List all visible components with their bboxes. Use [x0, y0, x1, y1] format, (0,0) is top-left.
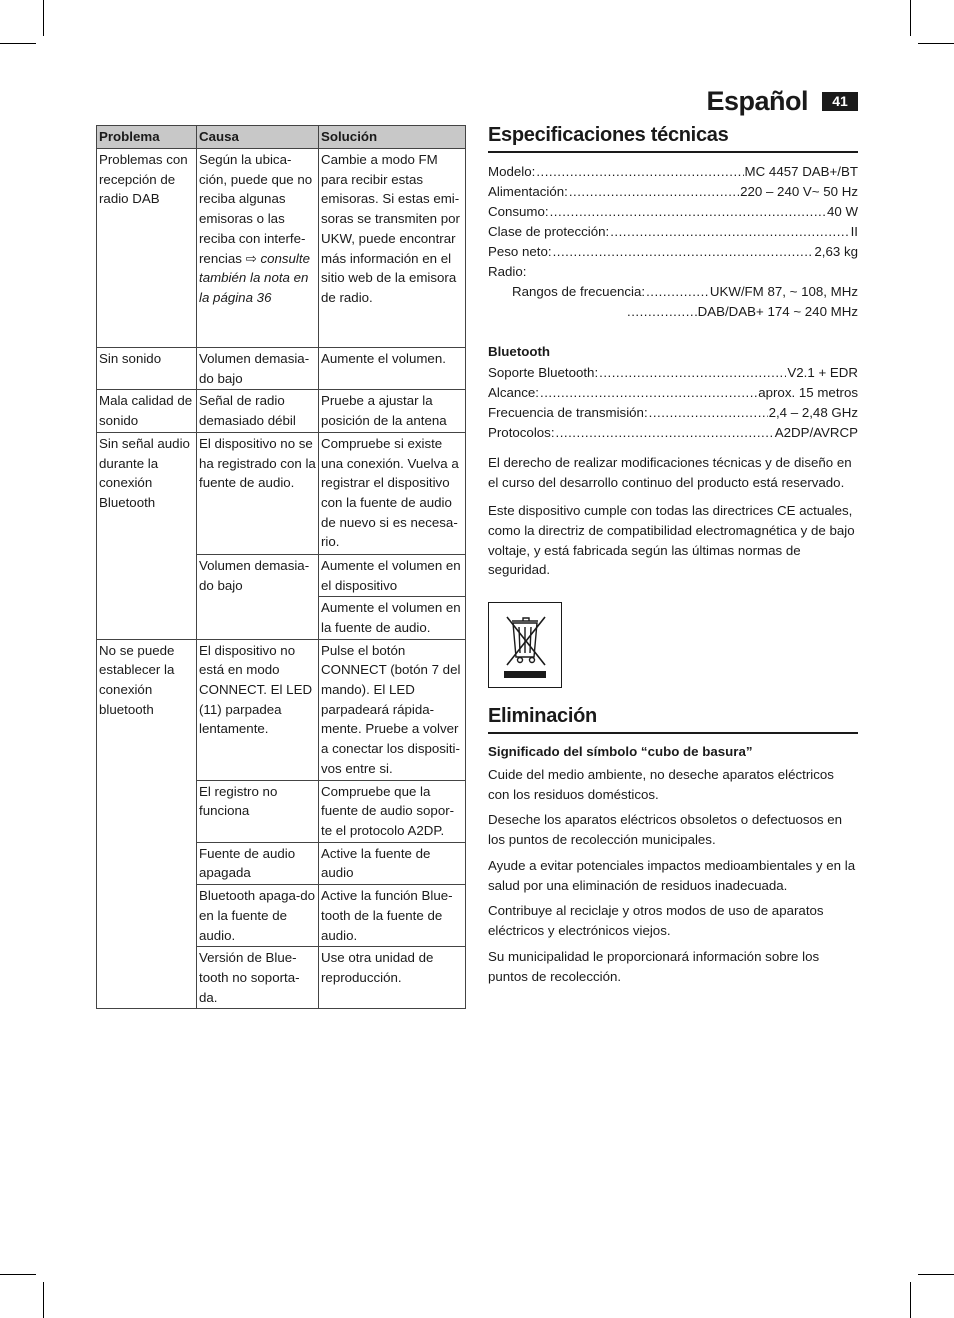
arrow-icon: ⇨ [245, 250, 257, 266]
problem-cell: No se puede establecer la conexión bluetooth [97, 639, 197, 1009]
dot-leader [540, 383, 757, 403]
spec-row [488, 302, 858, 322]
spec-row [488, 423, 858, 443]
bin-symbol-subtitle: Significado del símbolo “cubo de basura” [488, 744, 753, 759]
spec-label: Modelo: [488, 164, 536, 179]
solution-cell: Active la fuente de audio [319, 842, 466, 884]
spec-label: Alimentación: [488, 184, 568, 199]
disposal-paragraph: Ayude a evitar potenciales impactos medioambientales y en la salud por una eliminación de residuos inadecuada. [488, 858, 856, 893]
spec-label: Radio: [488, 264, 527, 279]
spec-row [488, 403, 858, 423]
cause-cell: El dispositivo no está en modo CONNECT. El LED (11) parpadea lentamente. [197, 639, 319, 780]
spec-value: DAB/DAB+ 174 ~ 240 MHz [697, 304, 858, 319]
solution-cell: Pruebe a ajustar la posición de la antena [319, 390, 466, 432]
spec-value: 2,4 – 2,48 GHz [768, 405, 858, 420]
dot-leader [556, 423, 774, 443]
cause-cell: Versión de Blue-tooth no soporta-da. [197, 947, 319, 1009]
cause-cell: Volumen demasia-do bajo [197, 554, 319, 639]
spec-value: UKW/FM 87, ~ 108, MHz [709, 284, 858, 299]
solution-cell: Aumente el volumen en la fuente de audio. [319, 597, 466, 639]
column-header-solution: Solución [319, 126, 466, 149]
disposal-paragraph: Deseche los aparatos eléctricos obsoletos o defectuosos en los puntos de recolección municipales. [488, 812, 843, 847]
spec-row [488, 242, 858, 262]
spec-row [488, 222, 858, 242]
spec-label: Frecuencia de transmisión: [488, 405, 648, 420]
technical-changes-note: El derecho de realizar modificaciones técnicas y de diseño en el curso del desarrollo continuo del producto está reservado. [488, 455, 852, 490]
specs-section-title: Especificaciones técnicas [488, 124, 858, 153]
spec-label: Alcance: [488, 385, 539, 400]
spec-value: 40 W [826, 204, 858, 219]
table-row [97, 149, 466, 348]
solution-cell: Pulse el botón CONNECT (botón 7 del mando). El LED parpadeará rápida-mente. Pruebe a volver a conectar los dispositi-vos entre si. [319, 639, 466, 780]
specs-list [488, 162, 858, 322]
problem-cell: Problemas con recepción de radio DAB [97, 149, 197, 348]
spec-row [488, 262, 858, 282]
dot-leader [569, 182, 739, 202]
crop-mark [910, 0, 911, 36]
crop-mark [918, 43, 954, 44]
disposal-paragraph: Contribuye al reciclaje y otros modos de uso de aparatos eléctricos y electrónicos viejos. [488, 903, 824, 938]
cause-cell [197, 149, 319, 348]
dot-leader [610, 222, 849, 242]
crop-mark [0, 43, 36, 44]
cause-cell: El dispositivo no se ha registrado con la fuente de audio. [197, 432, 319, 554]
spec-row [488, 202, 858, 222]
crop-mark [43, 1282, 44, 1318]
solution-cell: Active la función Blue-tooth de la fuente de audio. [319, 885, 466, 947]
problem-cell: Mala calidad de sonido [97, 390, 197, 432]
spec-value: MC 4457 DAB+/BT [744, 164, 858, 179]
spec-label: Consumo: [488, 204, 549, 219]
disposal-paragraph: Su municipalidad le proporcionará información sobre los puntos de recolección. [488, 949, 820, 984]
crop-mark [910, 1282, 911, 1318]
solution-cell: Cambie a modo FM para recibir estas emisoras. Si estas emi-soras se transmiten por UKW, puede encontrar más información en el sitio web de la emisora de radio. [319, 149, 466, 348]
crop-mark [43, 0, 44, 36]
disposal-section-title: Eliminación [488, 705, 858, 734]
cause-cell: El registro no funciona [197, 780, 319, 842]
spec-value: 220 – 240 V~ 50 Hz [740, 184, 858, 199]
spec-row [488, 363, 858, 383]
solution-cell: Use otra unidad de reproducción. [319, 947, 466, 1009]
cause-cell: Bluetooth apaga-do en la fuente de audio. [197, 885, 319, 947]
spec-label: Peso neto: [488, 244, 552, 259]
dot-leader [553, 242, 814, 262]
cause-cell: Volumen demasia-do bajo [197, 348, 319, 390]
troubleshooting-table [96, 125, 466, 1009]
bluetooth-specs-list [488, 363, 858, 443]
table-row [97, 639, 466, 780]
spec-label: Rangos de frecuencia: [512, 284, 646, 299]
problem-cell: Sin señal audio durante la conexión Bluetooth [97, 432, 197, 639]
spec-value: 2,63 kg [814, 244, 858, 259]
column-header-cause: Causa [197, 126, 319, 149]
table-row [97, 390, 466, 432]
solution-cell: Aumente el volumen en el dispositivo [319, 554, 466, 596]
dot-leader [649, 403, 768, 423]
spec-row [488, 182, 858, 202]
bluetooth-subtitle: Bluetooth [488, 344, 551, 359]
spec-row [488, 162, 858, 182]
spec-value: II [850, 224, 858, 239]
crossed-out-wheelie-bin-icon [488, 602, 562, 688]
spec-row [488, 282, 858, 302]
dot-leader [627, 302, 697, 322]
table-header-row [97, 126, 466, 149]
cause-page-reference: consulte también la nota en la página 36 [199, 250, 310, 305]
spec-label: Soporte Bluetooth: [488, 365, 599, 380]
spec-value: aprox. 15 metros [758, 385, 858, 400]
solution-cell: Aumente el volumen. [319, 348, 466, 390]
spec-value: A2DP/AVRCP [774, 425, 858, 440]
table-row [97, 432, 466, 554]
ce-compliance-note: Este dispositivo cumple con todas las directrices CE actuales, como la directriz de compatibilidad electromagnética y de bajo voltaje, y está fabricada según las últimas normas de seguridad. [488, 503, 855, 578]
spec-row [488, 383, 858, 403]
solution-cell: Compruebe que la fuente de audio sopor-te el protocolo A2DP. [319, 780, 466, 842]
spec-value: V2.1 + EDR [787, 365, 858, 380]
dot-leader [646, 282, 709, 302]
cause-text: Según la ubica-ción, puede que no reciba algunas emisoras o las reciba con interfe-rencias [199, 152, 313, 266]
dot-leader [599, 363, 786, 383]
dot-leader [550, 202, 826, 222]
page-language-heading: Español [706, 86, 808, 116]
column-header-problem: Problema [97, 126, 197, 149]
crop-mark [0, 1274, 36, 1275]
table-row [97, 348, 466, 390]
problem-cell: Sin sonido [97, 348, 197, 390]
solution-cell: Compruebe si existe una conexión. Vuelva a registrar el dispositivo con la fuente de audio de nuevo si es necesa-rio. [319, 432, 466, 554]
disposal-paragraph: Cuide del medio ambiente, no deseche aparatos eléctricos con los residuos domésticos. [488, 767, 834, 802]
spec-label: Protocolos: [488, 425, 555, 440]
cause-cell: Señal de radio demasiado débil [197, 390, 319, 432]
dot-leader [536, 162, 743, 182]
crop-mark [918, 1274, 954, 1275]
spec-label: Clase de protección: [488, 224, 610, 239]
cause-cell: Fuente de audio apagada [197, 842, 319, 884]
page-number: 41 [822, 92, 858, 111]
